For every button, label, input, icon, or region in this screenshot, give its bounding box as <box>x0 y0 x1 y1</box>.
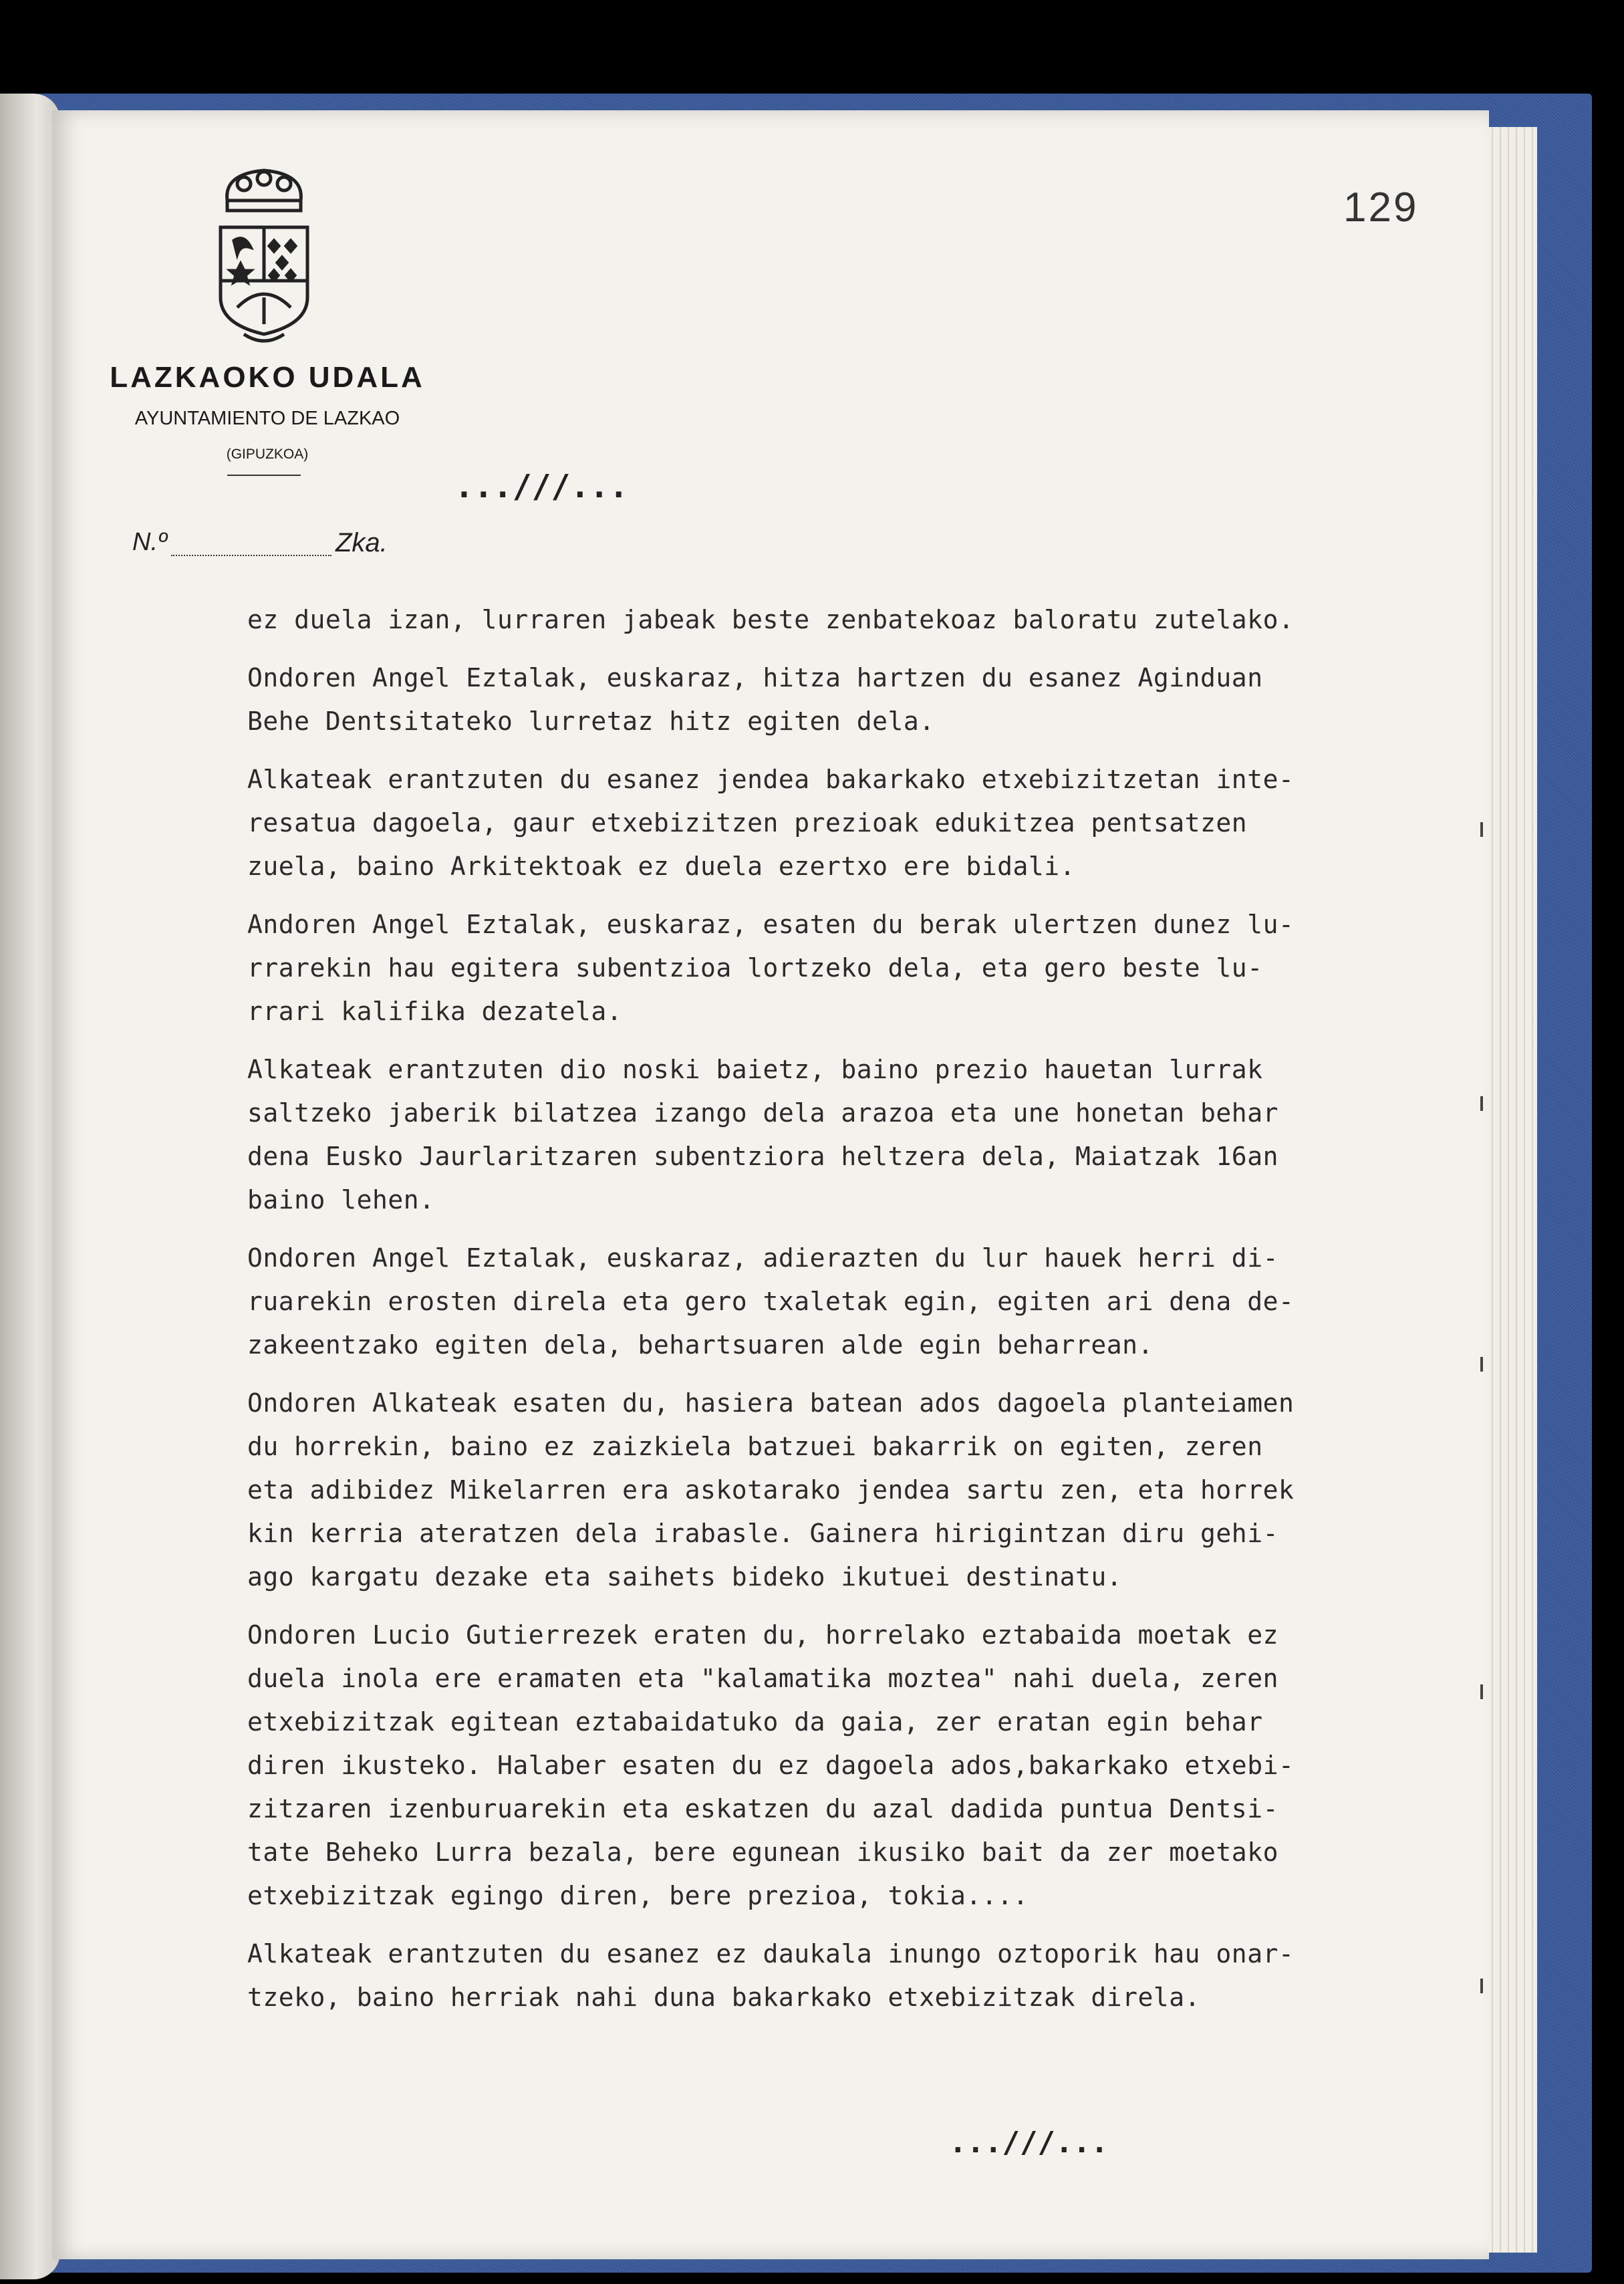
bleed-through-mark <box>1480 1684 1483 1699</box>
continuation-mark-top: ...///... <box>454 468 629 505</box>
paragraph: ez duela izan, lurraren jabeak beste zenbatekoaz baloratu zutelako. <box>247 605 1295 634</box>
paragraph: Andoren Angel Eztalak, euskaraz, esaten du berak ulertzen dunez lu- rrarekin hau egitera subentzioa lortzeko dela, eta gero beste lu- rrari kalifika dezatela. <box>247 910 1295 1026</box>
number-label: N.º <box>132 528 167 556</box>
paragraph: Ondoren Angel Eztalak, euskaraz, adierazten du lur hauek herri di- ruarekin erosten direla eta gero txaletak egin, egiten ari dena de- zakeentzako egiten dela, behartsuaren alde egin beharrean. <box>247 1243 1295 1360</box>
minutes-body <box>247 598 1470 2034</box>
number-fill-line <box>171 555 331 556</box>
province-label: (GIPUZKOA) <box>226 447 309 462</box>
page-number: 129 <box>1343 184 1419 231</box>
paragraph: Alkateak erantzuten du esanez ez daukala inungo oztoporik hau onar- tzeko, baino herriak nahi duna bakarkako etxebizitzak direla. <box>247 1939 1295 2012</box>
paragraph: Ondoren Lucio Gutierrezek eraten du, horrelako eztabaida moetak ez duela inola ere eramaten eta "kalamatika moztea" nahi duela, zeren etxebizitzak egitean eztabaidatuko da gaia, zer eratan egin behar diren ikusteko. Halaber esaten du ez dagoela ados,bakarkako etxebi- zitzaren izenburuarekin eta eskatzen du azal dadida puntua Dentsi- tate Beheko Lurra bezala, bere egunean ikusiko bait da zer moetako etxebizitzak egingo diren, bere prezioa, tokia.... <box>247 1620 1295 1910</box>
facing-page-edge <box>0 94 60 2279</box>
municipality-name: LAZKAOKO UDALA <box>110 361 425 394</box>
continuation-mark-bottom: ...///... <box>949 2126 1109 2160</box>
coat-of-arms-icon <box>207 164 321 351</box>
municipality-name-es: AYUNTAMIENTO DE LAZKAO <box>134 408 400 429</box>
bleed-through-mark <box>1480 1979 1483 1993</box>
bleed-through-mark <box>1480 822 1483 837</box>
paragraph: Ondoren Alkateak esaten du, hasiera batean ados dagoela planteiamen du horrekin, baino ez zaizkiela batzuei bakarrik on egiten, zeren eta adibidez Mikelarren era askotarako jendea sartu zen, eta horrek kin kerria ateratzen dela irabasle. Gainera hirigintzan diru gehi- ago kargatu dezake eta saihets bideko ikutuei destinatu. <box>247 1388 1295 1592</box>
header-divider <box>227 475 301 476</box>
paragraph: Alkateak erantzuten du esanez jendea bakarkako etxebizitzetan inte- resatua dagoela, gaur etxebizitzen prezioak edukitzea pentsatzen zuela, baino Arkitektoak ez duela ezertxo ere bidali. <box>247 765 1295 881</box>
number-suffix-label: Zka. <box>335 528 388 557</box>
paragraph: Alkateak erantzuten dio noski baietz, baino prezio hauetan lurrak saltzeko jaberik bilatzea izango dela arazoa eta une honetan behar dena Eusko Jaurlaritzaren subentziora heltzera dela, Maiatzak 16an baino lehen. <box>247 1055 1278 1215</box>
bleed-through-mark <box>1480 1096 1483 1111</box>
paragraph: Ondoren Angel Eztalak, euskaraz, hitza hartzen du esanez Aginduan Behe Dentsitateko lurretaz hitz egiten dela. <box>247 663 1263 736</box>
bleed-through-mark <box>1480 1357 1483 1372</box>
